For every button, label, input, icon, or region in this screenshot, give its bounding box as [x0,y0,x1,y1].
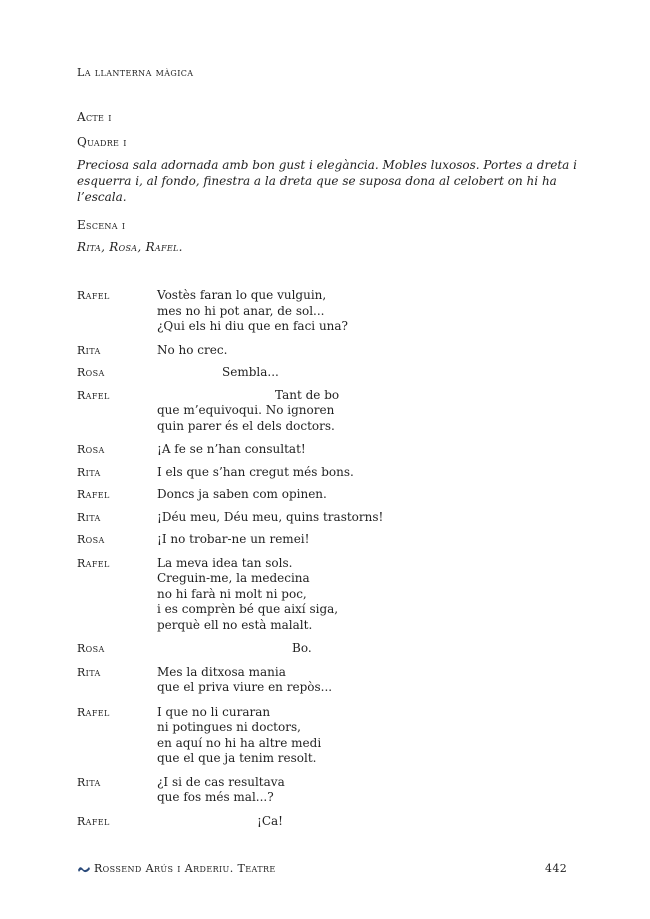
speaker: Rafel [77,556,110,570]
verse [157,288,577,335]
verse-line: Sembla... [222,365,279,379]
speaker: Rita [77,775,101,789]
act-heading: Acte i [77,110,112,124]
verse-line: que m’equivoqui. No ignoren [157,403,335,417]
speaker: Rosa [77,642,105,655]
verse [157,641,577,657]
speaker: Rosa [77,366,105,379]
verse [157,814,577,830]
verse-line: I que no li curaran [157,704,271,719]
speech [77,641,577,657]
speech [77,465,577,481]
verse-line: en aquí no hi ha altre medi [157,735,322,750]
speech [77,814,577,830]
speech [77,510,577,526]
verse [157,487,577,503]
verse-line: Vostès faran lo que vulguin, [157,288,327,302]
character-list: Rita, Rosa, Rafel. [77,240,183,254]
verse-line: ¡A fe se n’han consultat! [157,442,306,456]
verse-line: ¡I no trobar-ne un remei! [157,532,310,546]
speaker: Rosa [77,443,105,456]
page-number: 442 [545,862,568,875]
speaker: Rafel [77,289,110,302]
speech [77,705,577,767]
verse-line: que el que ja tenim resolt. [157,751,317,765]
verse [157,556,577,634]
speech [77,442,577,458]
verse [157,465,577,481]
verse [157,665,577,696]
scene-heading: Escena i [77,218,126,232]
speech [77,365,577,381]
verse-line: perquè ell no està malalt. [157,617,313,632]
speaker: Rita [77,465,101,479]
speaker: Rafel [77,814,110,828]
verse-line: Bo. [292,641,312,655]
footer [77,862,276,877]
speech [77,665,577,696]
footer-author: Rossend Arús i Arderiu. Teatre [94,862,276,875]
speaker: Rita [77,510,101,524]
verse-line: Tant de bo [275,387,340,402]
verse-line: Doncs ja saben com opinen. [157,487,327,501]
verse-line: ni potingues ni doctors, [157,720,301,734]
speaker: Rafel [77,488,110,501]
speech [77,343,577,359]
verse [157,775,577,806]
verse-line: La meva idea tan sols. [157,555,293,570]
speech [77,388,577,435]
verse [157,343,577,359]
verse-line: ¡Déu meu, Déu meu, quins trastorns! [157,509,384,524]
verse-line: I els que s’han cregut més bons. [157,464,354,479]
speech [77,775,577,806]
running-head: La llanterna màgica [77,66,194,79]
verse-line: ¿I si de cas resultava [157,774,285,789]
verse [157,705,577,767]
verse-line: ¿Qui els hi diu que en faci una? [157,319,348,333]
dialogue [77,288,577,829]
speech [77,288,577,335]
speech [77,487,577,503]
verse-line: Creguin-me, la medecina [157,571,310,585]
verse-line: Mes la ditxosa mania [157,664,286,679]
verse-line: ¡Ca! [257,813,283,828]
verse-line: que el priva viure en repòs... [157,680,333,694]
speaker: Rosa [77,533,105,546]
press-logo-icon [77,864,91,877]
verse-line: i es comprèn bé que així siga, [157,602,339,616]
verse [157,510,577,526]
stage-direction: Preciosa sala adornada amb bon gust i elegància. Mobles luxosos. Portes a dreta i esquerra i, al fondo, finestra a la dreta que se suposa dona al celobert on hi ha l’escala. [77,158,577,204]
verse-line: no hi farà ni molt ni poc, [157,586,307,601]
speaker: Rafel [77,388,110,402]
verse-line: mes no hi pot anar, de sol... [157,303,325,318]
speaker: Rita [77,665,101,679]
verse [157,388,577,435]
verse-line: que fos més mal...? [157,790,274,804]
verse [157,365,577,381]
verse-line: No ho crec. [157,342,228,357]
speaker: Rita [77,343,101,357]
speech [77,556,577,634]
verse [157,442,577,458]
speaker: Rafel [77,705,110,719]
verse-line: quin parer és el dels doctors. [157,418,335,433]
tableau-heading: Quadre i [77,135,127,149]
verse [157,532,577,548]
speech [77,532,577,548]
